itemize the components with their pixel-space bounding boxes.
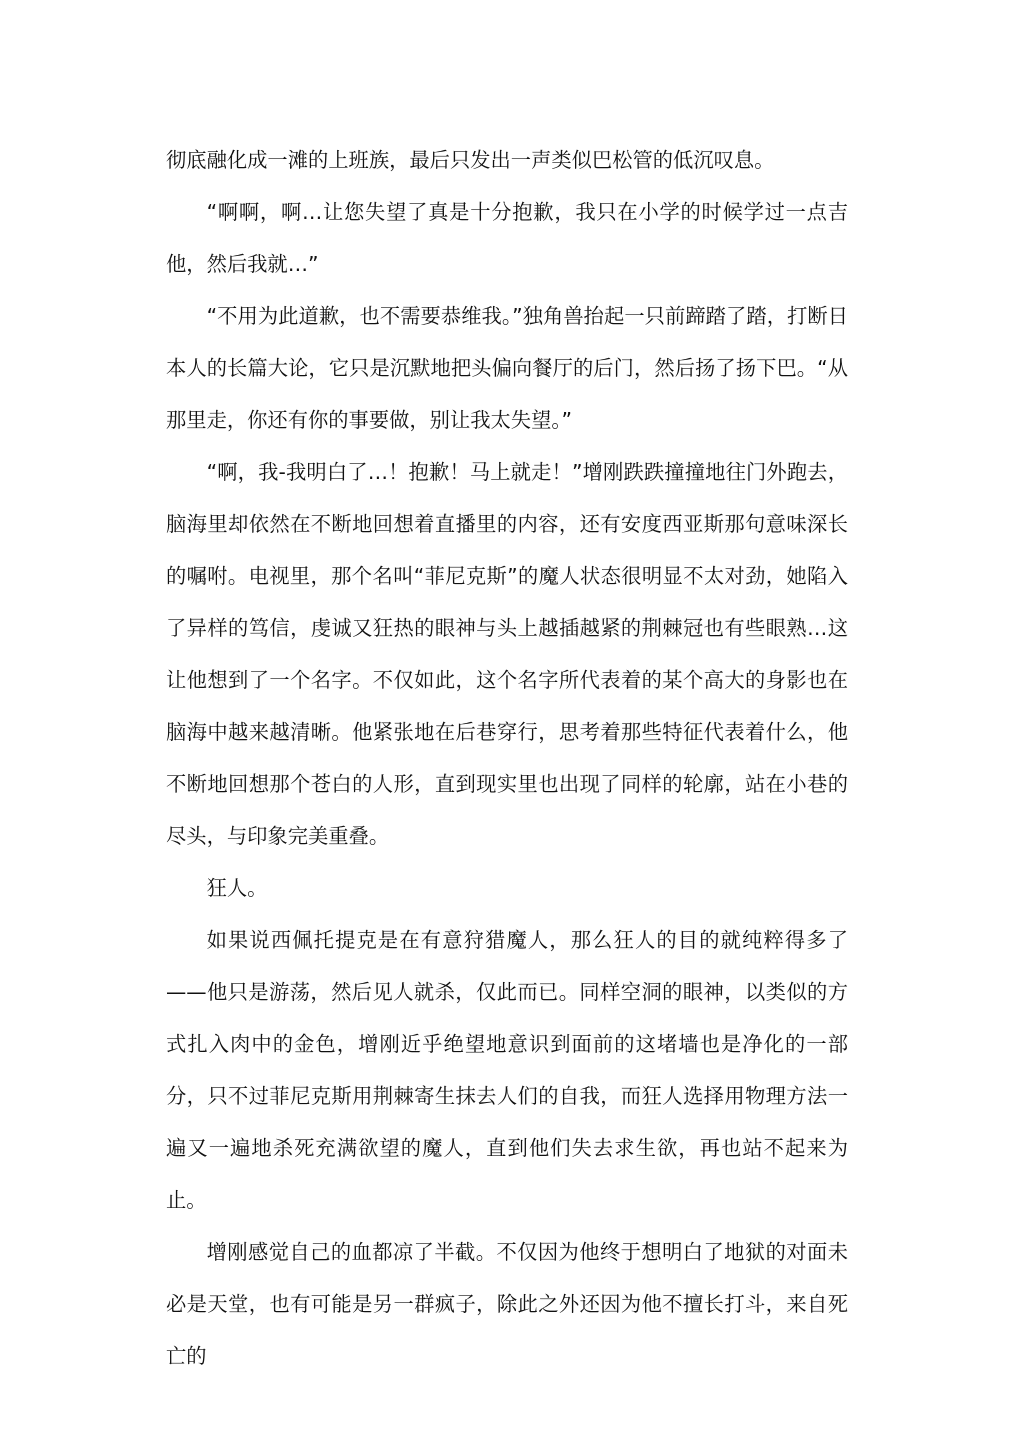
paragraph-1: 彻底融化成一滩的上班族，最后只发出一声类似巴松管的低沉叹息。 — [166, 148, 775, 172]
paragraph-3: “不用为此道歉，也不需要恭维我。”独角兽抬起一只前蹄踏了踏，打断日本人的长篇大论，它只是沉默地把头偏向餐厅的后门，然后扬了扬下巴。“从那里走，你还有你的事要做，别让我太失望。” — [166, 304, 848, 432]
paragraph-7: 增刚感觉自己的血都凉了半截。不仅因为他终于想明白了地狱的对面未必是天堂，也有可能是另一群疯子，除此之外还因为他不擅长打斗，来自死亡的 — [166, 1240, 848, 1368]
paragraph-2: “啊啊，啊…让您失望了真是十分抱歉，我只在小学的时候学过一点吉他，然后我就…” — [166, 200, 848, 276]
paragraph-4: “啊，我-我明白了…！抱歉！马上就走！”增刚跌跌撞撞地往门外跑去，脑海里却依然在不断地回想着直播里的内容，还有安度西亚斯那句意味深长的嘱咐。电视里，那个名叫“菲尼克斯”的魔人状态很明显不太对劲，她陷入了异样的笃信，虔诚又狂热的眼神与头上越插越紧的荆棘冠也有些眼熟…这让他想到了一个名字。不仅如此，这个名字所代表着的某个高大的身影也在脑海中越来越清晰。他紧张地在后巷穿行，思考着那些特征代表着什么，他不断地回想那个苍白的人形，直到现实里也出现了同样的轮廓，站在小巷的尽头，与印象完美重叠。 — [166, 460, 848, 848]
paragraph-6: 如果说西佩托提克是在有意狩猎魔人，那么狂人的目的就纯粹得多了——他只是游荡，然后见人就杀，仅此而已。同样空洞的眼神，以类似的方式扎入肉中的金色，增刚近乎绝望地意识到面前的这堵墙也是净化的一部分，只不过菲尼克斯用荆棘寄生抹去人们的自我，而狂人选择用物理方法一遍又一遍地杀死充满欲望的魔人，直到他们失去求生欲，再也站不起来为止。 — [166, 928, 848, 1212]
paragraph-5: 狂人。 — [206, 876, 268, 900]
body-text — [166, 134, 848, 1382]
